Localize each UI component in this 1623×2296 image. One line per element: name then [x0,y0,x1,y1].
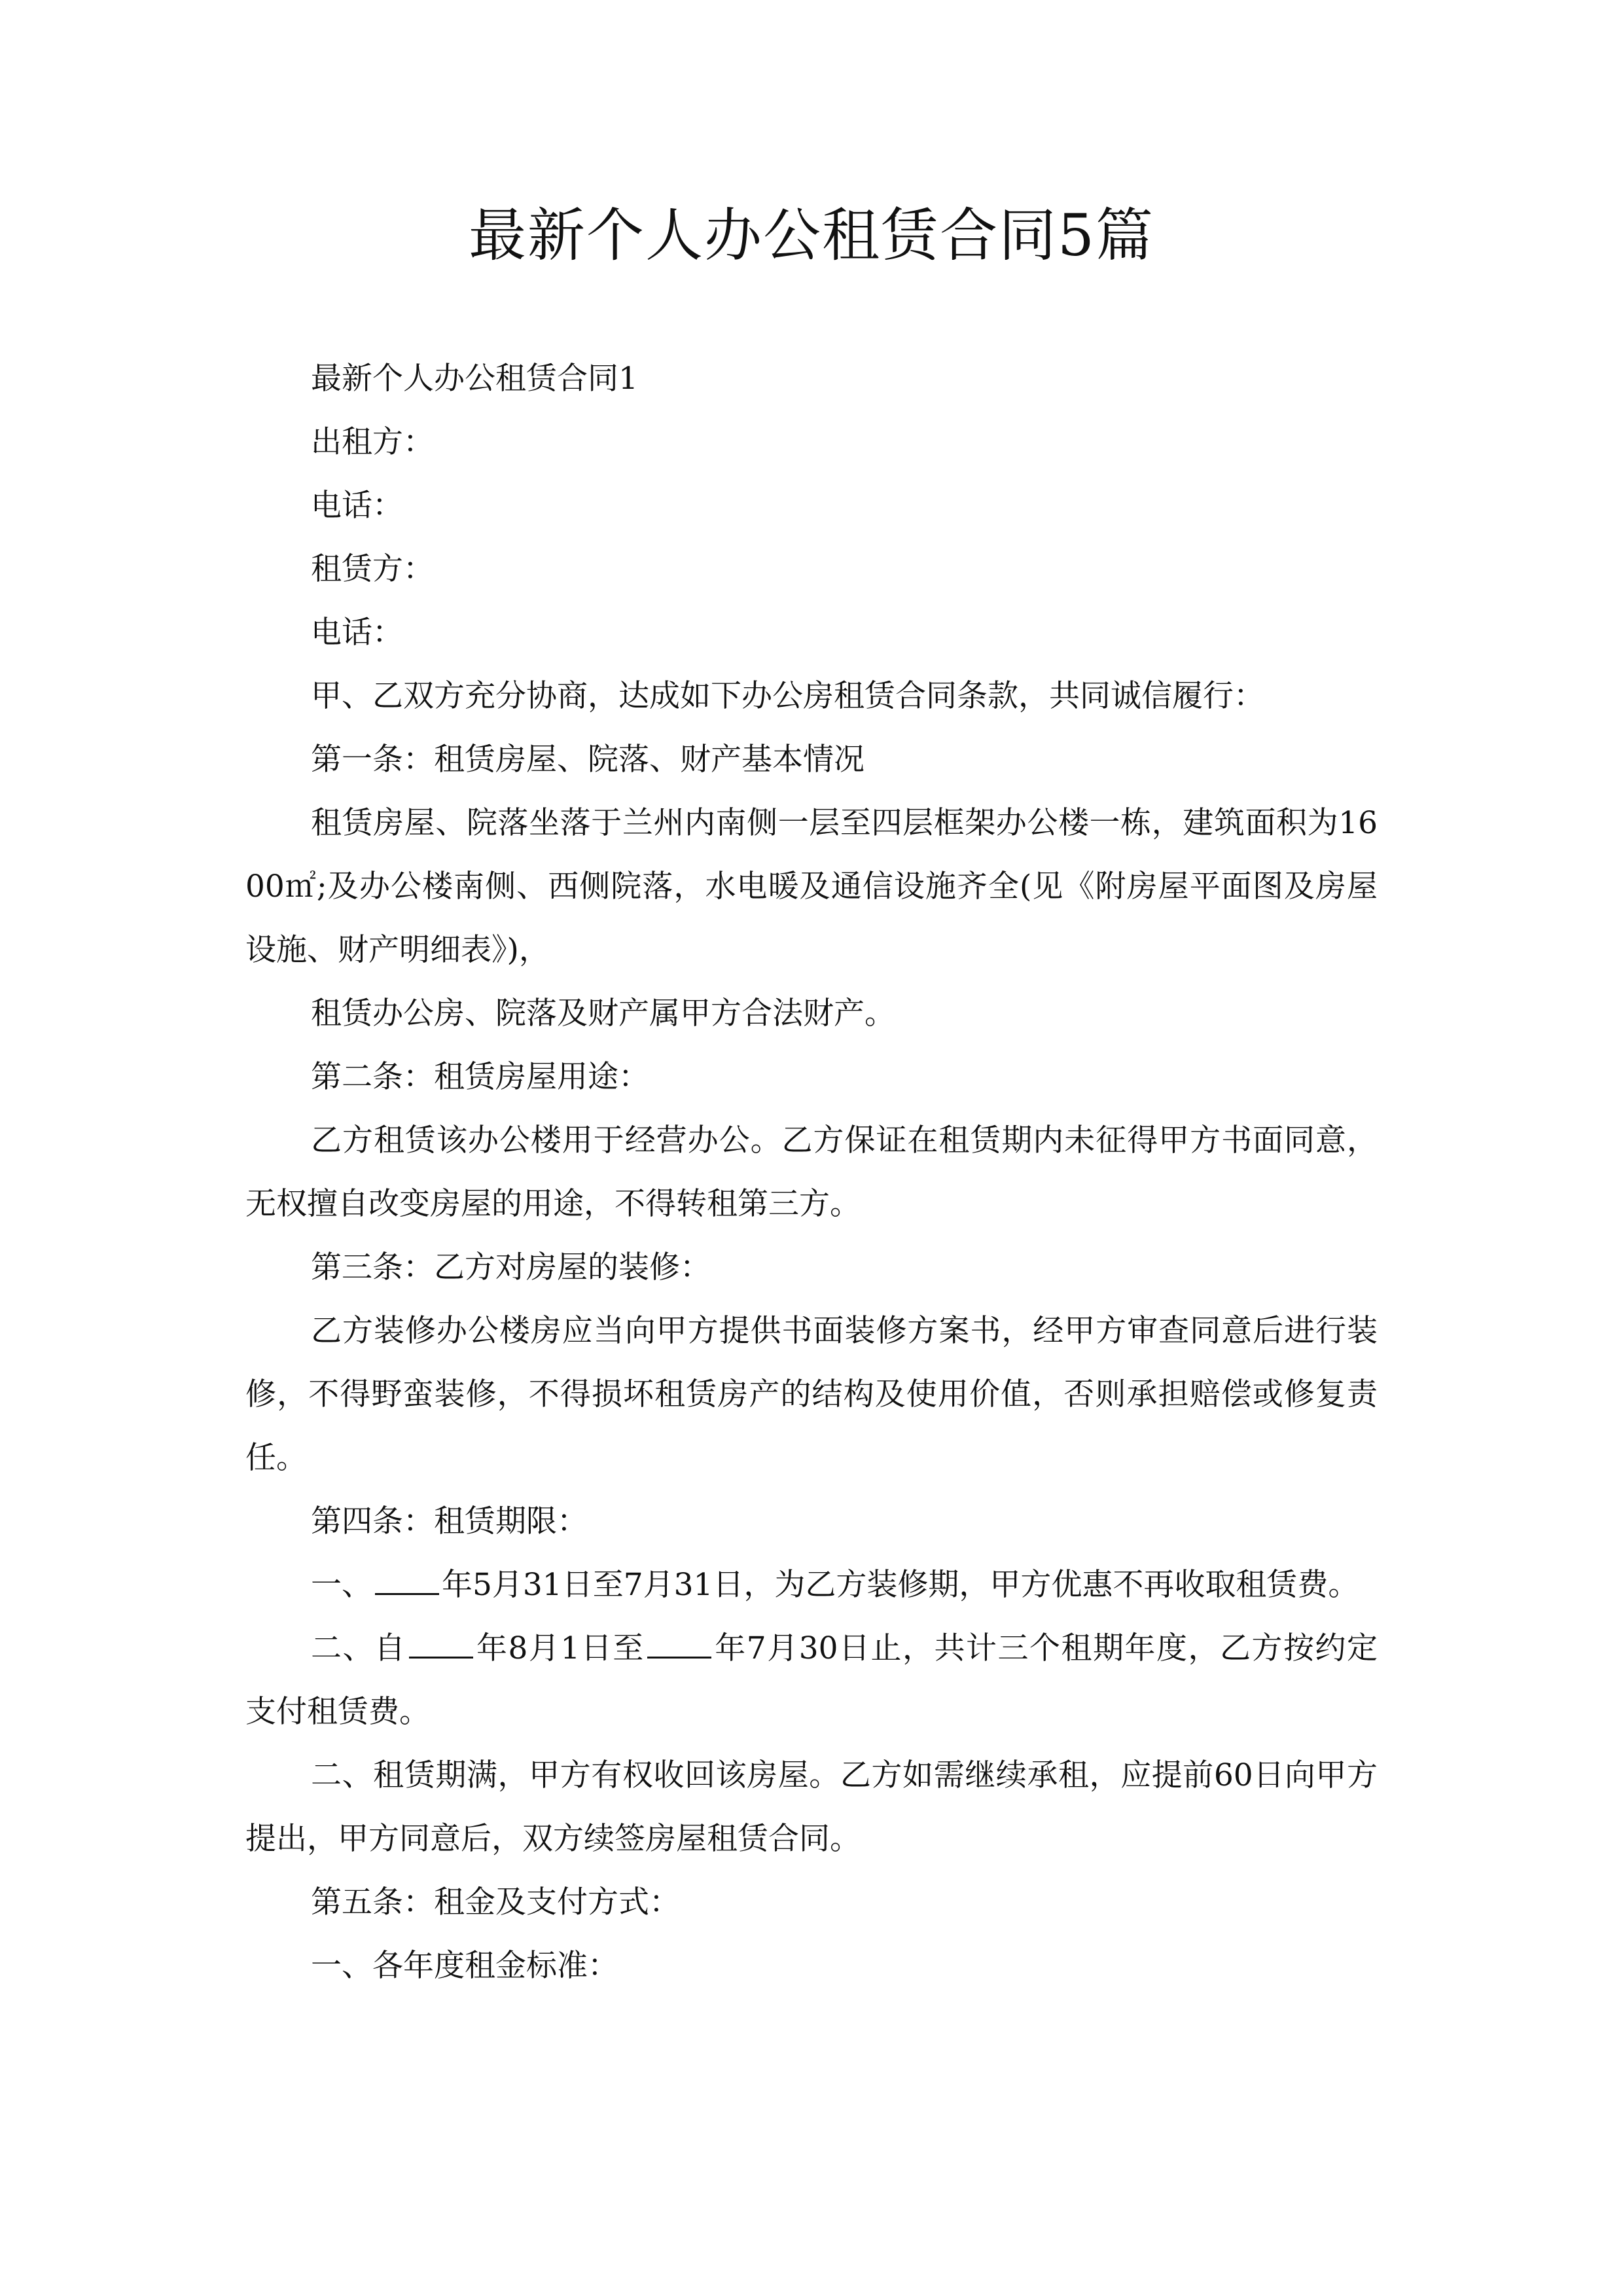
start-year-blank [409,1626,473,1659]
agreement-intro: 甲、乙双方充分协商，达成如下办公房租赁合同条款，共同诚信履行： [311,678,1264,714]
article-4-term-2 [245,1617,1378,1744]
article-2-text: 乙方租赁该办公楼用于经营办公。乙方保证在租赁期内未征得甲方书面同意，无权擅自改变房屋的用途，不得转租第三方。 [245,1122,1378,1222]
lessee-phone-label: 电话： [311,615,403,651]
article-4-heading: 第四条：租赁期限： [311,1503,588,1539]
article-1-text: 租赁房屋、院落坐落于兰州内南侧一层至四层框架办公楼一栋，建筑面积为1600㎡;及办公楼南侧、西侧院落，水电暖及通信设施齐全(见《附房屋平面图及房屋设施、财产明细表》)， [245,805,1378,968]
term-2-middle: 年8月1日至 [475,1630,645,1666]
article-4-term-1 [245,1553,1378,1617]
document-title: 最新个人办公租赁合同5篇 [469,202,1154,269]
term-1-text: 年5月31日至7月31日，为乙方装修期，甲方优惠不再收取租赁费。 [442,1567,1359,1603]
article-3-heading: 第三条：乙方对房屋的装修： [311,1249,711,1285]
term-2-text: 年7月30日止，共计三个租期年度，乙方按约定支付租赁费。 [245,1630,1378,1730]
term-1-prefix: 一、 [311,1567,372,1603]
article-5-rent-standard: 一、各年度租金标准： [311,1948,618,1984]
end-year-blank [647,1626,711,1659]
article-1-ownership: 租赁办公房、院落及财产属甲方合法财产。 [311,996,895,1031]
term-2-prefix: 二、自 [311,1630,406,1666]
year-blank [375,1563,439,1595]
article-3-text: 乙方装修办公楼房应当向甲方提供书面装修方案书，经甲方审查同意后进行装修，不得野蛮装修，不得损坏租赁房产的结构及使用价值，否则承担赔偿或修复责任。 [245,1313,1378,1476]
article-4-renewal: 二、租赁期满，甲方有权收回该房屋。乙方如需继续承租，应提前60日向甲方提出，甲方同意后，双方续签房屋租赁合同。 [245,1757,1378,1857]
article-5-heading: 第五条：租金及支付方式： [311,1884,680,1920]
article-1-heading: 第一条：租赁房屋、院落、财产基本情况 [311,742,865,778]
lessor-phone-label: 电话： [311,488,403,524]
lessee-label: 租赁方： [311,551,434,587]
contract-heading: 最新个人办公租赁合同1 [311,361,638,397]
article-2-heading: 第二条：租赁房屋用途： [311,1059,649,1095]
document-body [245,347,1378,1998]
lessor-label: 出租方： [311,424,434,460]
